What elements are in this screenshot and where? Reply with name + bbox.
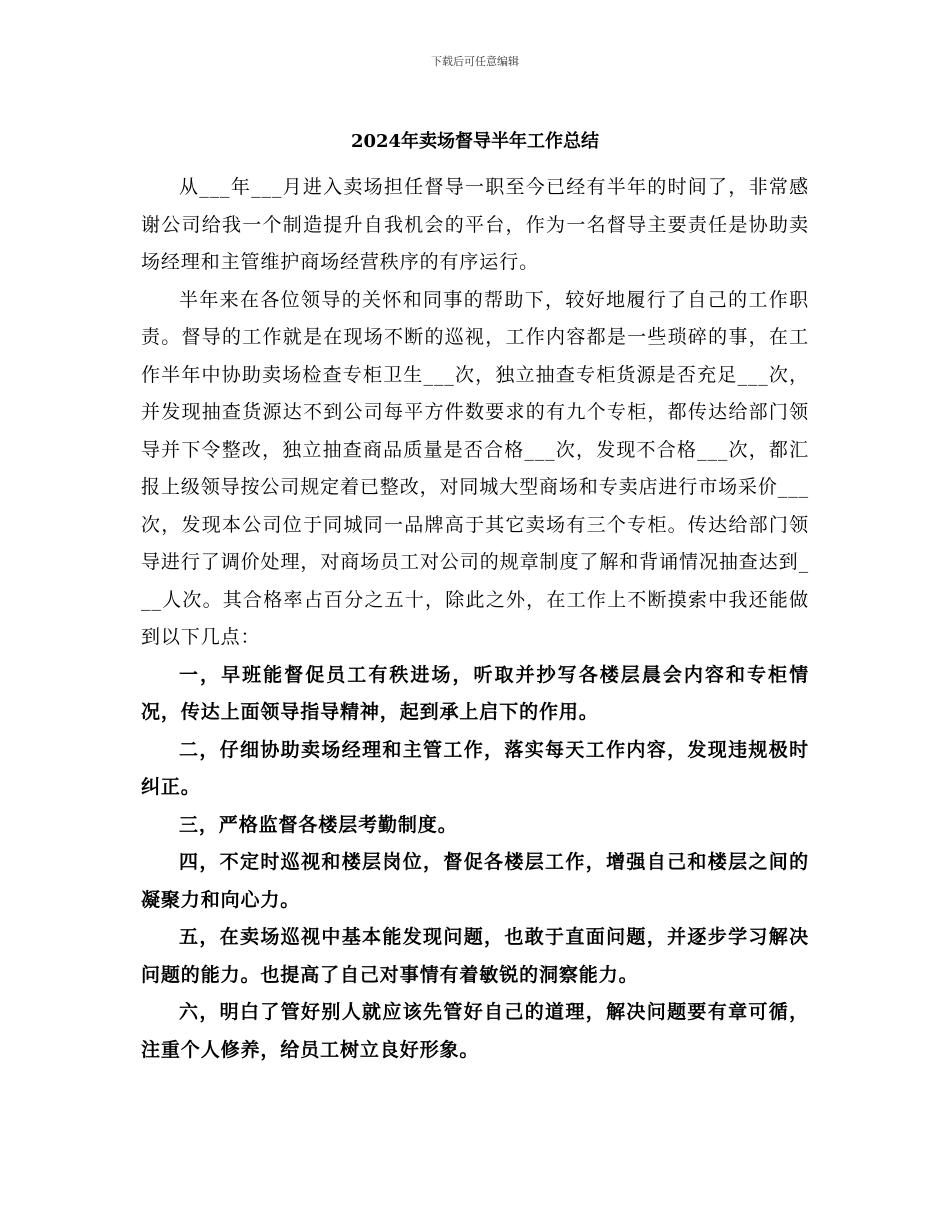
intro-paragraph: 从___年___月进入卖场担任督导一职至今已经有半年的时间了，非常感谢公司给我一个制造提升自我机会的平台，作为一名督导主要责任是协助卖场经理和主管维护商场经营秩序的有序运行。 xyxy=(141,176,809,273)
point-2-paragraph: 二，仔细协助卖场经理和主管工作，落实每天工作内容，发现违规极时纠正。 xyxy=(141,738,809,798)
page-header-note: 下载后可任意编辑 xyxy=(431,55,519,68)
work-review-paragraph: 半年来在各位领导的关怀和同事的帮助下，较好地履行了自己的工作职责。督导的工作就是在现场不断的巡视，工作内容都是一些琐碎的事，在工作半年中协助卖场检查专柜卫生___次，独立抽查专柜货源是否充足___次，并发现抽查货源达不到公司每平方件数要求的有九个专柜，都传达给部门领导并下令整改，独立抽查商品质量是否合格___次，发现不合格___次，都汇报上级领导按公司规定着已整改，对同城大型商场和专卖店进行市场采价___次，发现本公司位于同城同一品牌高于其它卖场有三个专柜。传达给部门领导进行了调价处理，对商场员工对公司的规章制度了解和背诵情况抽查达到___人次。其合格率占百分之五十，除此之外，在工作上不断摸索中我还能做到以下几点： xyxy=(141,288,810,648)
point-4-paragraph: 四，不定时巡视和楼层岗位，督促各楼层工作，增强自己和楼层之间的凝聚力和向心力。 xyxy=(141,851,809,911)
point-3-paragraph: 三，严格监督各楼层考勤制度。 xyxy=(179,813,458,836)
document-title: 2024年卖场督导半年工作总结 xyxy=(350,131,600,152)
document-body xyxy=(141,169,809,1069)
point-5-paragraph: 五，在卖场巡视中基本能发现问题，也敢于直面问题，并逐步学习解决问题的能力。也提高了自己对事情有着敏锐的洞察能力。 xyxy=(141,926,809,986)
point-6-paragraph: 六，明白了管好别人就应该先管好自己的道理，解决问题要有章可循，注重个人修养，给员工树立良好形象。 xyxy=(141,1001,809,1061)
point-1-paragraph: 一，早班能督促员工有秩进场，听取并抄写各楼层晨会内容和专柜情况，传达上面领导指导精神，起到承上启下的作用。 xyxy=(141,663,809,723)
